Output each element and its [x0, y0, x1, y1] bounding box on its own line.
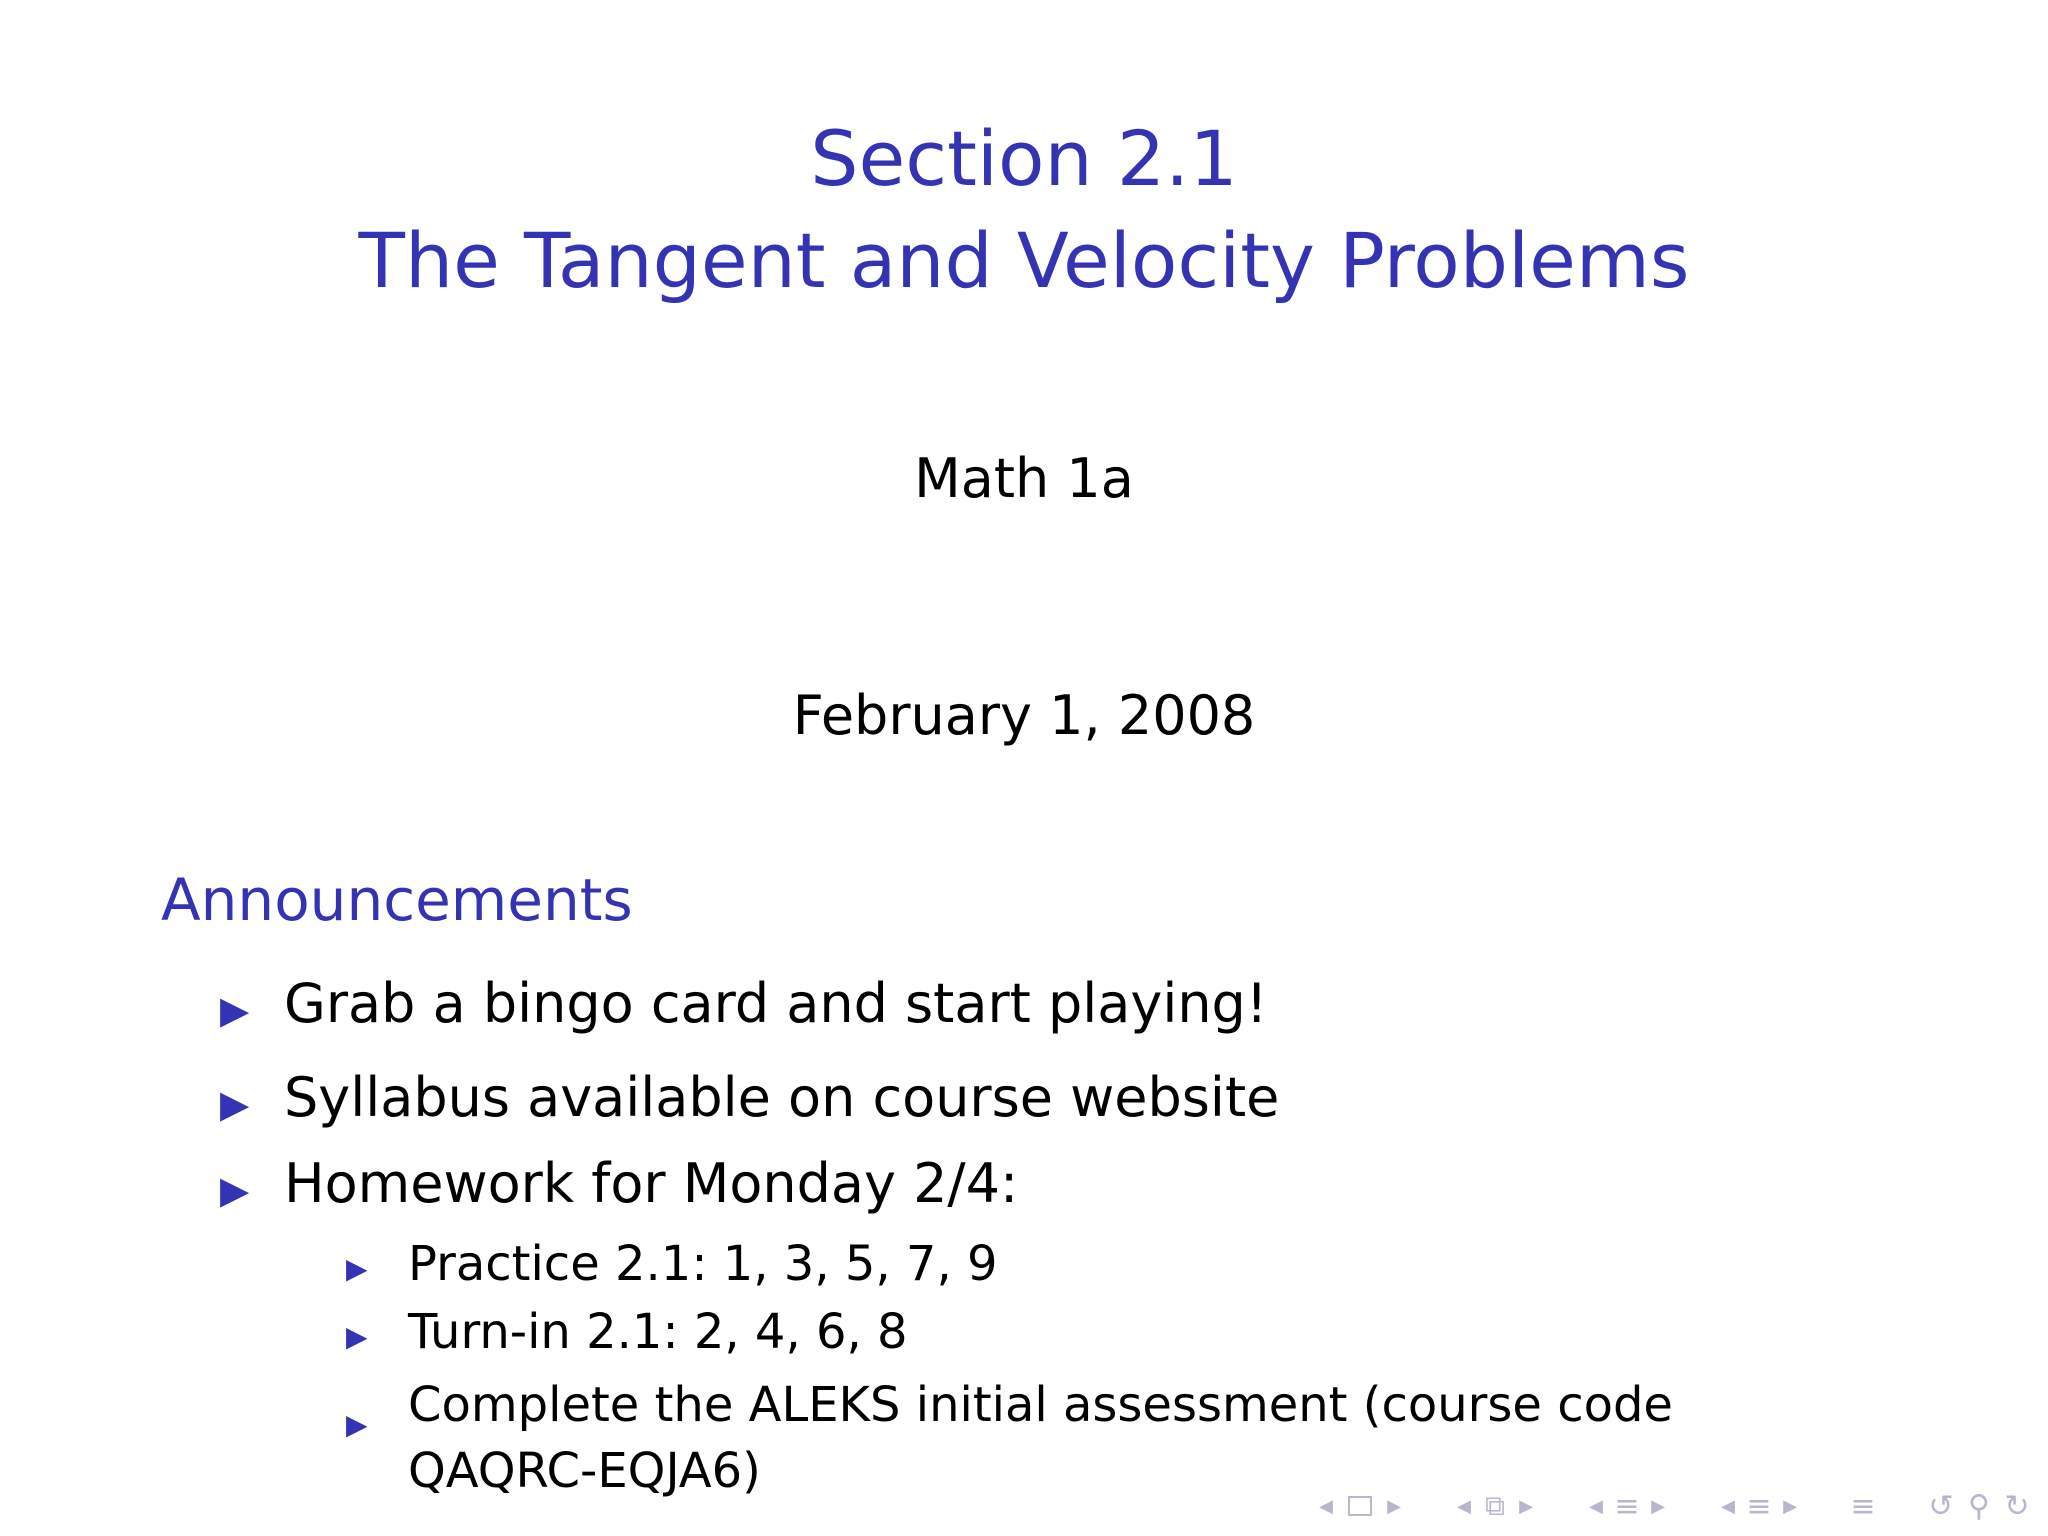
list-item-text: Syllabus available on course website [284, 1066, 1280, 1129]
sub-list-item [346, 1236, 998, 1292]
announcements-heading: Announcements [161, 866, 633, 934]
sub-list-item-text: Practice 2.1: 1, 3, 5, 7, 9 [408, 1236, 998, 1292]
list-item [220, 1152, 1019, 1215]
sub-list-item-text-line2: QAQRC-EQJA6) [408, 1443, 761, 1499]
nav-next-section-icon[interactable]: ▶ [1651, 1495, 1665, 1517]
nav-next-part-icon[interactable]: ▶ [1783, 1495, 1797, 1517]
slide-title [0, 108, 2048, 312]
triangle-right-icon: ▶ [220, 988, 250, 1032]
title-line-topic: The Tangent and Velocity Problems [358, 216, 1690, 305]
nav-prev-part-icon[interactable]: ◀ [1721, 1495, 1735, 1517]
triangle-right-icon: ▶ [346, 1408, 368, 1441]
nav-next-frame-icon[interactable]: ▶ [1387, 1495, 1401, 1517]
nav-next-subsection-icon[interactable]: ▶ [1519, 1495, 1533, 1517]
triangle-right-icon: ▶ [346, 1320, 368, 1353]
list-item [220, 1066, 1280, 1129]
list-item-text: Homework for Monday 2/4: [284, 1152, 1019, 1215]
nav-toc-icon[interactable]: ≡ [1850, 1488, 1876, 1524]
course-name: Math 1a [914, 447, 1134, 510]
nav-forward-icon[interactable]: ↻ [2004, 1488, 2030, 1524]
nav-prev-subsection-icon[interactable]: ◀ [1457, 1495, 1471, 1517]
lecture-date: February 1, 2008 [792, 684, 1256, 747]
nav-prev-section-icon[interactable]: ◀ [1589, 1495, 1603, 1517]
nav-prev-frame-icon[interactable]: ◀ [1319, 1495, 1333, 1517]
list-item [220, 972, 1268, 1035]
sub-list-item [346, 1304, 908, 1360]
nav-search-icon[interactable]: ⚲ [1968, 1488, 1990, 1524]
sub-list-item-text: Turn-in 2.1: 2, 4, 6, 8 [408, 1304, 908, 1360]
list-item-text: Grab a bingo card and start playing! [284, 972, 1268, 1035]
sub-list-item [346, 1372, 1673, 1504]
triangle-right-icon: ▶ [220, 1168, 250, 1212]
beamer-navigation-bar [1312, 1490, 2036, 1522]
nav-section-icon[interactable]: ≡ [1614, 1488, 1640, 1524]
nav-back-icon[interactable]: ↺ [1928, 1488, 1954, 1524]
triangle-right-icon: ▶ [220, 1082, 250, 1126]
sub-list-item-text-line1: Complete the ALEKS initial assessment (course code [408, 1377, 1673, 1433]
triangle-right-icon: ▶ [346, 1252, 368, 1285]
nav-subsection-icon[interactable]: ⧉ [1485, 1489, 1505, 1522]
nav-frame-icon[interactable] [1348, 1496, 1372, 1516]
nav-part-icon[interactable]: ≡ [1746, 1488, 1772, 1524]
title-line-section: Section 2.1 [810, 114, 1238, 203]
